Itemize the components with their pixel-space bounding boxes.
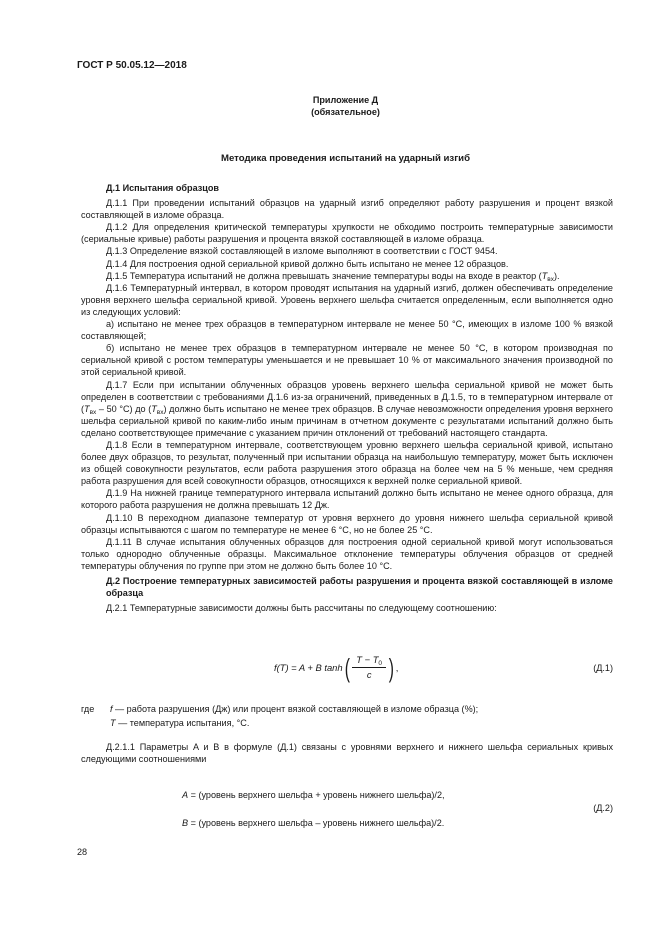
where-list (81, 703, 613, 731)
equation-d1-numerator: T − T (356, 654, 379, 665)
equation-d1-denominator: c (366, 669, 372, 681)
where-label: где (81, 704, 95, 714)
equation-d1-lhs: f(T) = A + B tanh (274, 661, 343, 673)
paragraph-d1-8: Д.1.8 Если в температурном интервале, соответствующем уровню верхнего шельфа сериальной кривой, испытано более двух образцов, то результат, полученный при испытании образца на наибольшую температуру, может быть исключен из общей совокупности результатов, если работа разрушения этого образца на более чем на 5 % меньше, чем средняя работа разрушения для всей совокупности образцов, относящихся к верхней полке сериальной кривой. (81, 439, 613, 487)
where-row: где f — работа разрушения (Дж) или процент вязкой составляющей в изломе образца (%); (81, 704, 479, 714)
equation-d1-fraction: $\frac{T - T_0}{c}$ (352, 654, 386, 681)
paragraph-d1-6a: а) испытано не менее трех образцов в температурном интервале не менее 50 °С, имеющих в изломе 100 % вязкой составляющей; (81, 319, 613, 342)
equation-d2-number: (Д.2) (593, 803, 613, 813)
paragraph-d1-9: Д.1.9 На нижней границе температурного интервала испытаний должно быть испытано не менее одного образца, для которого работа разрушения не должна превышать 12 Дж. (81, 488, 613, 511)
section-1-heading: Д.1 Испытания образцов (106, 183, 220, 193)
annex-heading (0, 94, 661, 118)
page-number: 28 (77, 847, 88, 857)
document-title: Методика проведения испытаний на ударный изгиб (220, 153, 471, 164)
paragraph-d1-6: Д.1.6 Температурный интервал, в котором проводят испытания на ударный изгиб, должен обеспечивать определение уровня верхнего шельфа сериальной кривой. Уровень верхнего шельфа считается определенным, если выполняется одно из следующих условий: (81, 282, 613, 317)
paragraph-d1-3: Д.1.3 Определение вязкой составляющей в изломе выполняют в соответствии с ГОСТ 9454. (106, 246, 498, 257)
paragraph-d1-6b: б) испытано не менее трех образцов в температурном интервале не менее 50 °С, в котором производная по сериальной кривой с ростом температуры уменьшается и не превышает 10 % от максимального значения производной по этой сериальной кривой. (81, 343, 613, 378)
paragraph-d1-2: Д.1.2 Для определения критической температуры хрупкости не обходимо построить температурные зависимости (сериальные кривые) работы разрушения и процента вязкой составляющей в изломе образца. (81, 222, 613, 245)
paragraph-d1-11: Д.1.11 В случае испытания облученных образцов для построения одной сериальной кривой могут использоваться только однородно облученные образцы. Максимальное отклонение температуры облучения образцов от средней температуры облучения по группе при этом не должно быть более 10 °С. (81, 536, 613, 571)
section-2-heading: Д.2 Построение температурных зависимостей работы разрушения и процента вязкой составляющей в изломе образца (106, 576, 613, 599)
paragraph-d1-7: Д.1.7 Если при испытании облученных образцов уровень верхнего шельфа сериальной кривой не может быть определен в соответствии с требованиями Д.1.6 из-за ограничений, приведенных в Д.1.5, то в температурном интервале от ($T_{вх} - 50$ °С) до $(T_{вх})$ должно быть испытано не менее трех образцов. В случае невозможности определения уровня верхнего шельфа сериальной кривой по каким-либо иным причинам в отчетном документе с результатами испытаний должно быть сделано соответствующее примечание с указанием причин отклонений от требований настоящего стандарта. (81, 379, 613, 438)
standard-header: ГОСТ Р 50.05.12—2018 (77, 60, 187, 71)
equation-d1-formula: f(T) = A + B tanh ( $\frac{T - T_0}{c}$ ) , (274, 652, 399, 683)
equation-d2 (81, 789, 613, 833)
equation-d1-number: (Д.1) (593, 663, 613, 673)
section-1 (81, 182, 613, 614)
annex-title: Приложение Д (312, 95, 379, 105)
equation-d2-line-a: A = (уровень верхнего шельфа + уровень нижнего шельфа)/2, (182, 790, 445, 800)
paragraph-d2-1: Д.2.1 Температурные зависимости должны быть рассчитаны по следующему соотношению: (106, 603, 497, 614)
paragraph-d1-5: Д.1.5 Температура испытаний не должна превышать значение температуры воды на входе в реактор $(T_{вх})$. (106, 270, 560, 283)
paragraph-d1-4: Д.1.4 Для построения одной сериальной кривой должно быть испытано не менее 12 образцов. (106, 258, 509, 269)
where-row: T — температура испытания, °С. (110, 718, 250, 728)
paragraph-d1-1: Д.1.1 При проведении испытаний образцов на ударный изгиб определяют работу разрушения и процент вязкой составляющей в изломе образца. (81, 198, 613, 221)
equation-d1 (81, 650, 613, 690)
paragraph-d1-10: Д.1.10 В переходном диапазоне температур от уровня верхнего до уровня нижнего шельфа сериальной кривой образцы испытываются с шагом по температуре не менее 6 °С, но не более 25 °С. (81, 512, 613, 535)
annex-status: (обязательное) (311, 107, 380, 117)
equation-d2-line-b: B = (уровень верхнего шельфа – уровень нижнего шельфа)/2. (182, 818, 445, 828)
paragraph-d2-1-1: Д.2.1.1 Параметры A и B в формуле (Д.1) связаны с уровнями верхнего и нижнего шельфа сериальных кривых следующими соотношениями (81, 742, 613, 765)
